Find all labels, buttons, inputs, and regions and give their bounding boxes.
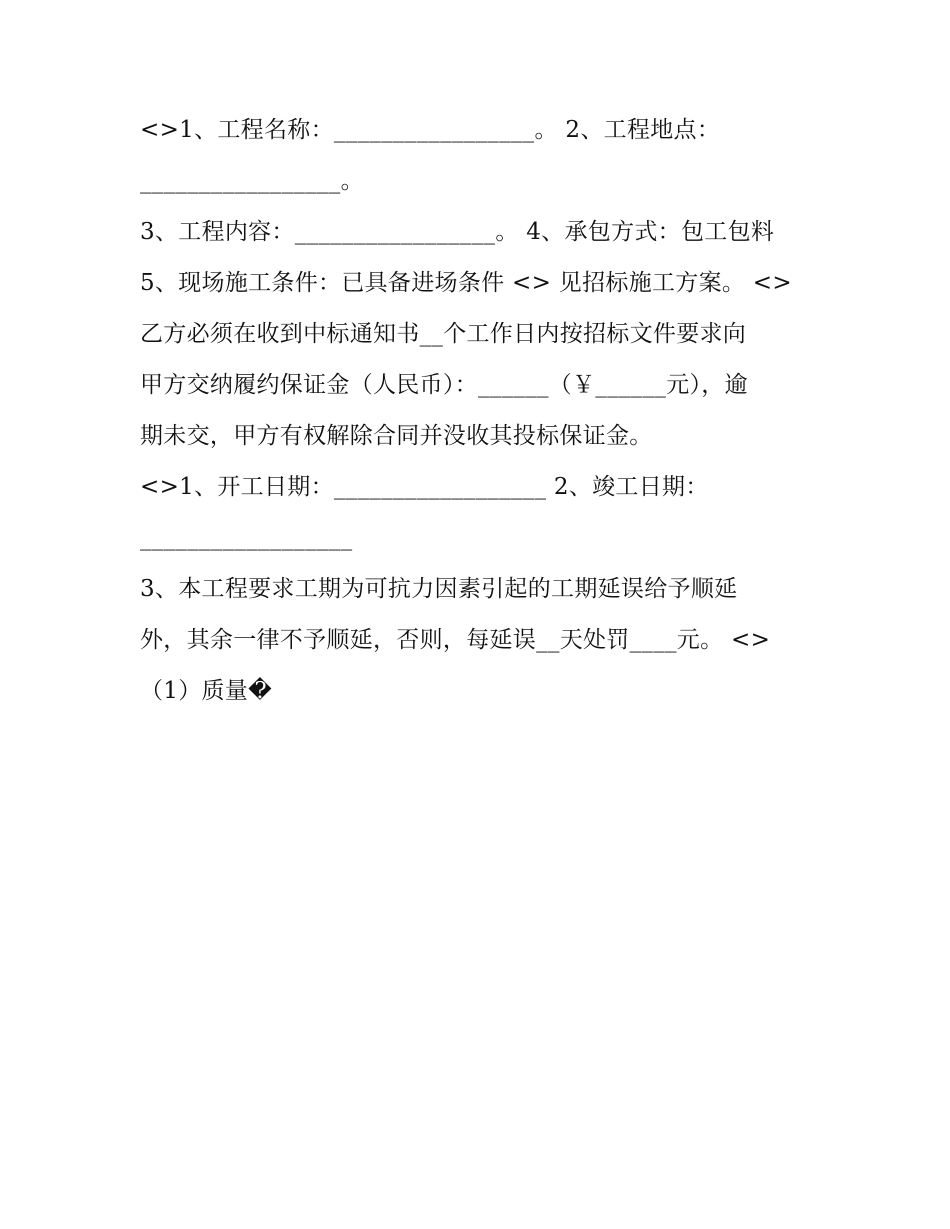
text-line-completion-date-blank: __________________ [140,525,353,551]
text-line-performance-bond-1: 乙方必须在收到中标通知书__个工作日内按招标文件要求向 [140,321,747,347]
text-line-duration-extension-1: 3、本工程要求工期为可抗力因素引起的工期延误给予顺延 [140,576,738,602]
text-line-quality: （1）质量� [140,678,273,704]
text-line-start-completion-date: <>1、开工日期：__________________ 2、竣工日期： [140,474,709,500]
text-line-location-blank: _________________。 [140,168,364,194]
text-line-project-content-contract-mode: 3、工程内容：_________________。 4、承包方式：包工包料 [140,219,775,245]
text-line-duration-extension-2: 外，其余一律不予顺延，否则，每延误__天处罚____元。 <> [140,627,771,653]
text-line-site-conditions: 5、现场施工条件：已具备进场条件 <> 见招标施工方案。 <> [140,270,792,296]
text-line-performance-bond-3: 期未交，甲方有权解除合同并没收其投标保证金。 [140,423,653,449]
text-line-project-name-location: <>1、工程名称：_________________。 2、工程地点： [140,117,721,143]
document-body [140,105,820,717]
text-line-performance-bond-2: 甲方交纳履约保证金（人民币）：______（￥______元），逾 [140,372,748,398]
